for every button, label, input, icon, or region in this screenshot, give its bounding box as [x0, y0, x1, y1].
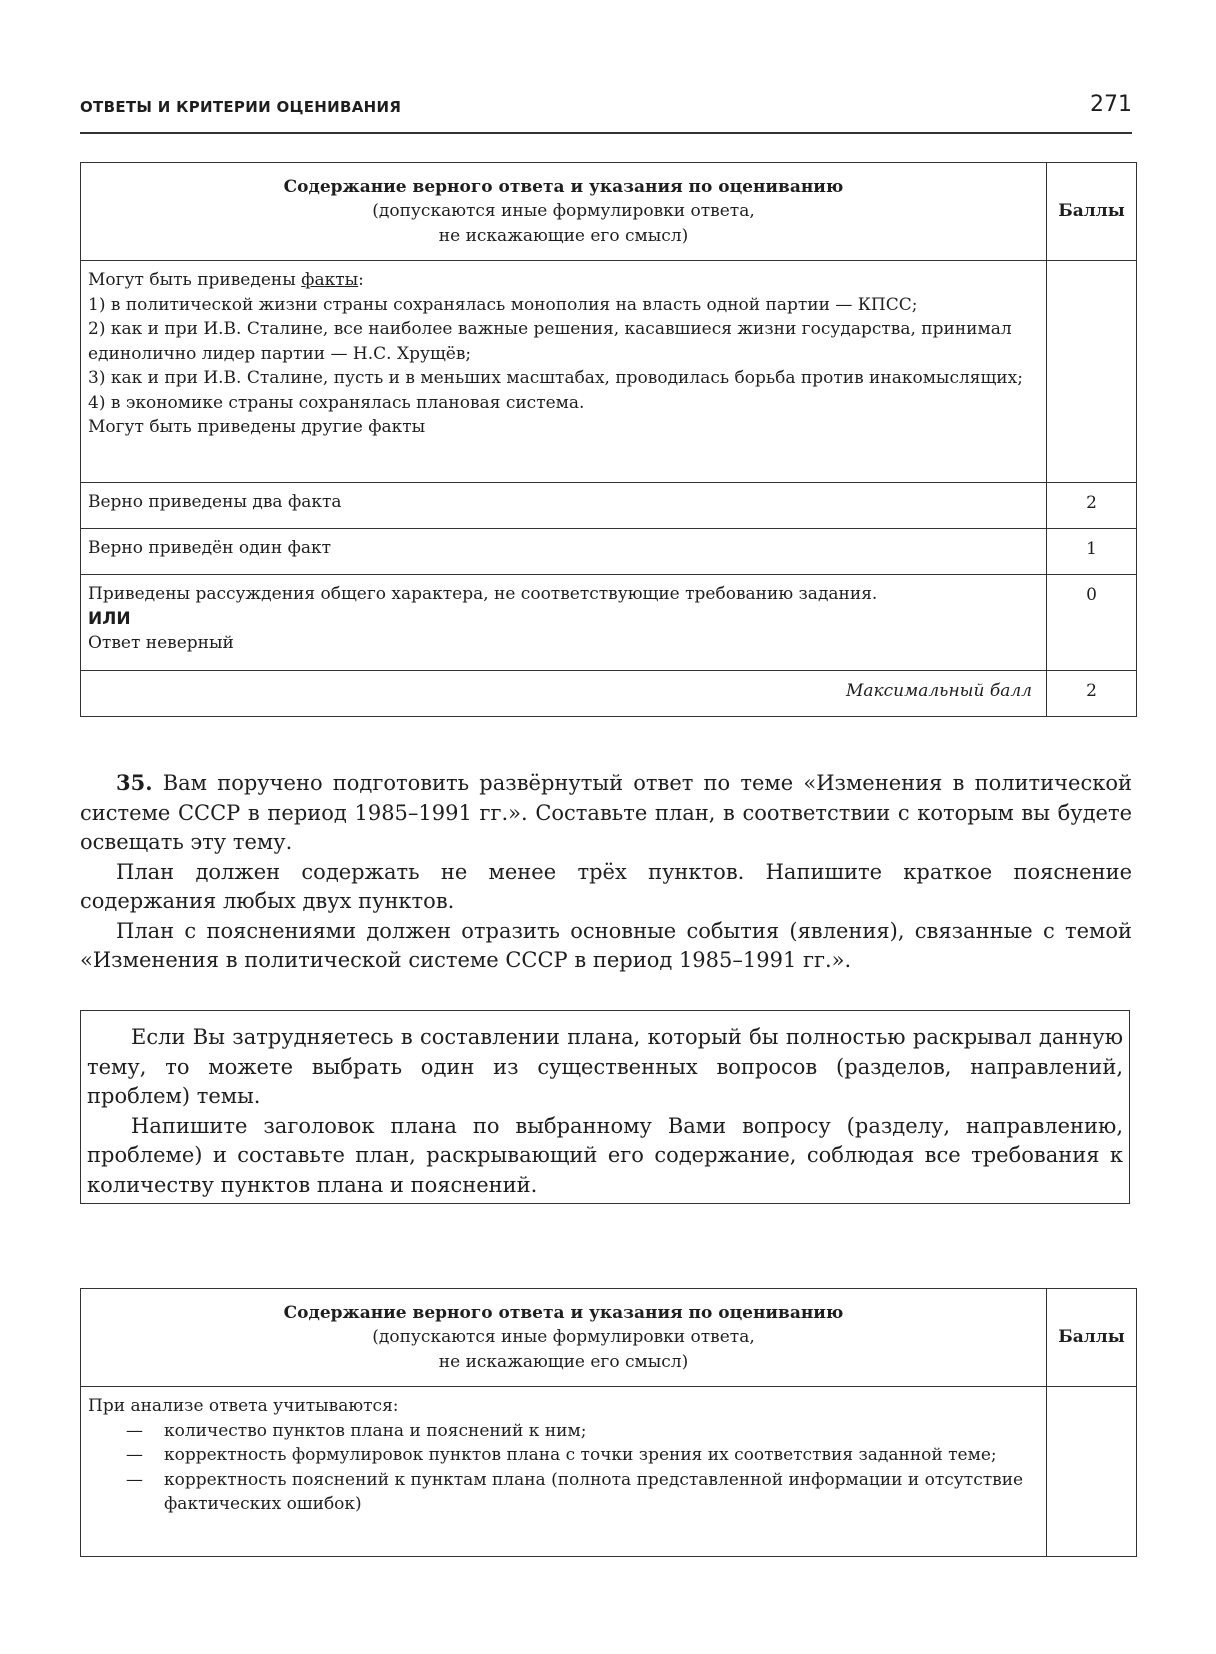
table-row [81, 483, 1137, 529]
task-paragraph: План должен содержать не менее трёх пунктов. Напишите краткое пояснение содержания любых двух пунктов. [80, 859, 1132, 913]
analysis-cell [81, 1387, 1047, 1557]
running-head [80, 92, 1132, 134]
header-line: Содержание верного ответа и указания по оцениванию [283, 1302, 844, 1323]
criterion-text: Верно приведены два факта [81, 483, 1047, 529]
or-label: ИЛИ [88, 608, 131, 629]
analysis-row [81, 1387, 1137, 1557]
header-points-cell: Баллы [1047, 163, 1137, 261]
criteria-table-34 [80, 162, 1137, 717]
hint-paragraph: Напишите заголовок плана по выбранному Вами вопросу (разделу, направлению, проблеме) и составьте план, раскрывающий его содержание, соблюдая все требования к количеству пунктов плана и пояснений. [87, 1113, 1123, 1197]
header-line: не искажающие его смысл) [438, 225, 689, 246]
table-row [81, 575, 1137, 671]
analysis-points-cell [1047, 1387, 1137, 1557]
zero-line: Ответ неверный [88, 633, 234, 653]
facts-intro-colon: : [358, 270, 364, 290]
facts-row [81, 261, 1137, 483]
section-title: ОТВЕТЫ И КРИТЕРИИ ОЦЕНИВАНИЯ [80, 98, 402, 116]
analysis-intro: При анализе ответа учитываются: [88, 1396, 399, 1416]
header-points-cell: Баллы [1047, 1289, 1137, 1387]
criterion-points: 1 [1047, 529, 1137, 575]
fact-item: 2) как и при И.В. Сталине, все наиболее важные решения, касавшиеся жизни государства, принимал единолично лидер партии — Н.С. Хрущёв; [88, 319, 1012, 364]
criterion-points: 2 [1047, 483, 1137, 529]
criterion-text-zero [81, 575, 1047, 671]
hint-paragraph: Если Вы затрудняетесь в составлении плана, который бы полностью раскрывал данную тему, то можете выбрать один из существенных вопросов (разделов, направлений, проблем) темы. [87, 1025, 1123, 1108]
task-paragraph: План с пояснениями должен отразить основные события (явления), связанные с темой «Изменения в политической системе СССР в период 1985–1991 гг.». [80, 918, 1132, 972]
header-line: не искажающие его смысл) [438, 1351, 689, 1372]
list-item [88, 1468, 1038, 1517]
facts-intro-underlined: факты [301, 270, 359, 290]
list-item [88, 1443, 1038, 1468]
dash-marker: — [126, 1445, 143, 1465]
facts-points-cell [1047, 261, 1137, 483]
fact-item: 4) в экономике страны сохранялась плановая система. [88, 392, 585, 413]
fact-item: 1) в политической жизни страны сохранялась монополия на власть одной партии — КПСС; [88, 294, 918, 315]
analysis-list [88, 1419, 1038, 1517]
list-item-text: корректность пояснений к пунктам плана (полнота представленной информации и отсутствие фактических ошибок) [164, 1469, 1024, 1514]
table-header-row [81, 1289, 1137, 1387]
zero-line: Приведены рассуждения общего характера, не соответствующие требованию задания. [88, 584, 878, 604]
criterion-points: 0 [1047, 575, 1137, 671]
header-content-cell [81, 1289, 1047, 1387]
max-score-row [81, 671, 1137, 717]
task-number: 35. [116, 770, 153, 795]
dash-marker: — [126, 1420, 143, 1441]
facts-intro-text: Могут быть приведены [88, 270, 302, 290]
max-score-label: Максимальный балл [81, 671, 1047, 717]
task-text: Вам поручено подготовить развёрнутый ответ по теме «Изменения в политической системе СССР в период 1985–1991 гг.». Составьте план, в соответствии с которым вы будете освещать эту тему. [80, 771, 1132, 854]
list-item-text: количество пунктов плана и пояснений к ним; [164, 1420, 587, 1441]
task-35 [80, 768, 1132, 976]
header-line: (допускаются иные формулировки ответа, [372, 1327, 755, 1348]
page-number: 271 [1090, 92, 1132, 117]
max-score-value: 2 [1047, 671, 1137, 717]
facts-intro [88, 268, 1038, 293]
header-line: (допускаются иные формулировки ответа, [372, 201, 755, 222]
fact-item: 3) как и при И.В. Сталине, пусть и в меньших масштабах, проводилась борьба против инакомыслящих; [88, 368, 1023, 388]
list-item [88, 1419, 1038, 1444]
header-line: Содержание верного ответа и указания по оцениванию [283, 176, 844, 197]
facts-outro: Могут быть приведены другие факты [88, 417, 426, 437]
dash-marker: — [126, 1469, 143, 1490]
list-item-text: корректность формулировок пунктов плана с точки зрения их соответствия заданной теме; [164, 1445, 997, 1465]
criterion-text: Верно приведён один факт [81, 529, 1047, 575]
facts-cell [81, 261, 1047, 483]
table-row [81, 529, 1137, 575]
header-content-cell [81, 163, 1047, 261]
table-header-row [81, 163, 1137, 261]
hint-box [80, 1010, 1130, 1204]
task-paragraph [80, 768, 1132, 858]
criteria-table-35 [80, 1288, 1137, 1557]
